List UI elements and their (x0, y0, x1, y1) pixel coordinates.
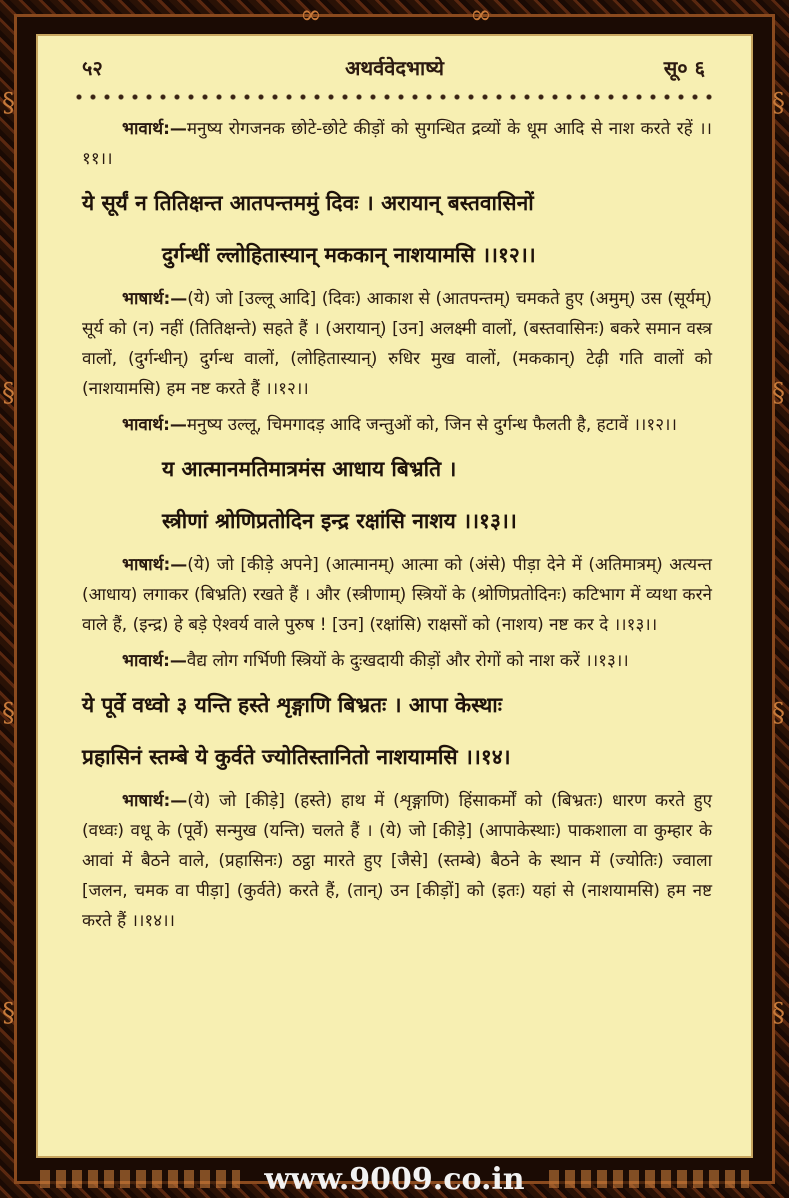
document-page (36, 34, 753, 1158)
scroll-ornament-icon: § (772, 88, 785, 118)
paragraph-text: (ये) जो [कीड़े अपने] (आत्मानम्) आत्मा को (अंसे) पीड़ा देने में (अतिमात्रम्) अत्यन्त (आधाय) लगाकर (बिभ्रति) रखते हैं । और (स्त्रीणाम्) स्त्रियों के (श्रोणिप्रतोदिनः) कटिभाग में व्यथा करने वाले हैं, (इन्द्र) हे बड़े ऐश्वर्य वाले पुरुष ! [उन] (रक्षांसि) राक्षसों को (नाशय) नष्ट कर दे ।।१३।। (82, 555, 712, 635)
scroll-ornament-icon: § (2, 698, 15, 728)
scroll-ornament-icon: § (772, 998, 785, 1028)
paragraph-lead: भाषार्थ:— (122, 555, 188, 575)
paragraph-lead: भाषार्थ:— (122, 791, 188, 811)
paragraph-text: (ये) जो [कीड़े] (हस्ते) हाथ में (शृङ्गाणि) हिंसाकर्मों को (बिभ्रतः) धारण करते हुए (वध्वः) वधू के (पूर्वे) सन्मुख (यन्ति) चलते हैं । (ये) जो [कीड़े] (आपाकेस्थाः) पाकशाला वा कुम्हार के आवां में बैठने वाले, (प्रहासिनः) ठट्ठा मारते हुए [जैसे] (स्तम्बे) बैठने के स्थान में (ज्योतिः) ज्वाला [जलन, चमक वा पीड़ा] (कुर्वते) करते हैं, (तान्) उन [कीड़ों] को (इतः) यहां से (नाशयामसि) हम नष्ट करते हैं ।।१४।। (82, 791, 712, 931)
scroll-ornament-icon: § (2, 88, 15, 118)
scroll-ornament-icon: ∞ (470, 0, 492, 30)
paragraph-lead: भाषार्थ:— (122, 289, 188, 309)
commentary-paragraph (82, 550, 712, 640)
paragraph-text: मनुष्य उल्लू, चिमगादड़ आदि जन्तुओं को, जिन से दुर्गन्ध फैलती है, हटावें ।।१२।। (186, 415, 677, 435)
footer-website[interactable]: www.9009.co.in (264, 1162, 525, 1197)
scroll-ornament-icon: § (772, 378, 785, 408)
paragraph-lead: भावार्थ:— (122, 651, 187, 671)
mantra-verse: दुर्गन्धीं ल्लोहितास्यान् मककान् नाशयामसि ।।१२।। (162, 242, 536, 267)
book-title: अथर्ववेदभाष्ये (345, 56, 444, 80)
paragraph-lead: भावार्थ:— (122, 119, 187, 139)
sukta-label: सू० ६ (663, 56, 705, 80)
header-divider (72, 92, 716, 102)
page-header (36, 54, 753, 86)
mantra-verse: प्रहासिनं स्तम्बे ये कुर्वते ज्योतिस्तानितो नाशयामसि ।।१४। (82, 744, 511, 769)
mantra-verse: य आत्मानमतिमात्रमंस आधाय बिभ्रति । (162, 456, 457, 481)
scroll-ornament-icon: § (2, 378, 15, 408)
mantra-verse: ये पूर्वे वध्वो ३ यन्ति हस्ते शृङ्गाणि बिभ्रतः । आपा केस्थाः (82, 692, 502, 717)
paragraph-text: वैद्य लोग गर्भिणी स्त्रियों के दुःखदायी कीड़ों और रोगों को नाश करें ।।१३।। (186, 651, 629, 671)
paragraph-text: मनुष्य रोगजनक छोटे-छोटे कीड़ों को सुगन्धित द्रव्यों के धूम आदि से नाश करते रहें ।।११।। (82, 119, 712, 169)
commentary-paragraph (82, 786, 712, 936)
scroll-ornament-icon: § (772, 698, 785, 728)
commentary-paragraph (82, 646, 712, 676)
scroll-ornament-icon: ∞ (300, 0, 322, 30)
page-content (82, 114, 712, 942)
mantra-verse: स्त्रीणां श्रोणिप्रतोदिन इन्द्र रक्षांसि नाशय ।।१३।। (162, 508, 517, 533)
commentary-paragraph (82, 284, 712, 404)
commentary-paragraph (82, 410, 712, 440)
paragraph-text: (ये) जो [उल्लू आदि] (दिवः) आकाश से (आतपन्तम्) चमकते हुए (अमुम्) उस (सूर्यम्) सूर्य को (न) नहीं (तितिक्षन्ते) सहते हैं । (अरायान्) [उन] अलक्ष्मी वालों, (बस्तवासिनः) बकरे समान वस्त्र वालों, (दुर्गन्धीन्) दुर्गन्ध वालों, (लोहितास्यान्) रुधिर मुख वालों, (मककान्) टेढ़ी गति वालों को (नाशयामसि) हम नष्ट करते हैं ।।१२।। (82, 289, 712, 399)
page-number: ५२ (82, 56, 103, 80)
mantra-verse: ये सूर्यं न तितिक्षन्त आतपन्तममुं दिवः । अरायान् बस्तवासिनों (82, 190, 534, 215)
commentary-paragraph (82, 114, 712, 174)
scroll-ornament-icon: § (2, 998, 15, 1028)
paragraph-lead: भावार्थ:— (122, 415, 187, 435)
